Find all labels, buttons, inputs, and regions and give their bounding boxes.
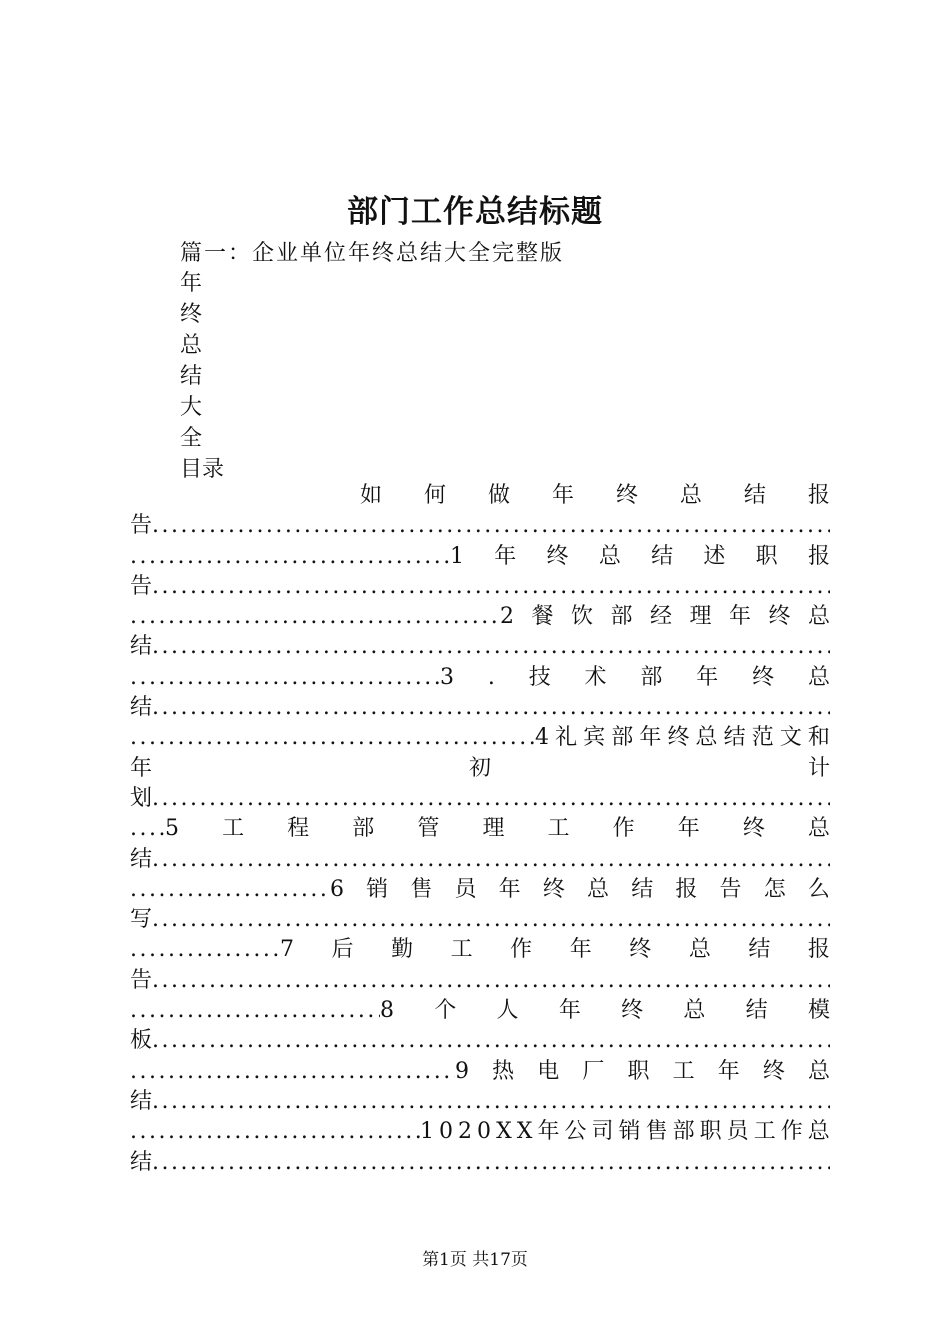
toc-leader-dots <box>152 1026 830 1056</box>
toc-spread-text: 8 个 人 年 终 总 结 模 <box>380 998 830 1024</box>
toc-spread-text: 1 年 终 总 结 述 职 报 <box>450 543 830 569</box>
toc-leader-dots <box>130 663 440 693</box>
toc-leader-dots <box>152 1087 830 1117</box>
subtitle: 篇一：企业单位年终总结大全完整版 <box>180 241 565 266</box>
toc-spread-text: 9 热 电 厂 职 工 年 终 总 <box>455 1058 830 1084</box>
toc-spread-text: 如 何 做 年 终 总 结 报 <box>360 483 830 508</box>
toc-line <box>130 481 830 511</box>
toc-line: 结 ..... <box>130 845 830 875</box>
toc-leader-dots <box>130 542 450 572</box>
page-footer: 第1页 共17页 <box>422 1250 528 1270</box>
toc-line <box>130 935 830 965</box>
toc-line <box>130 1057 830 1087</box>
toc-leader-dots <box>152 966 830 996</box>
toc-line: 告 ..... <box>130 572 830 602</box>
toc-leader-dots <box>130 602 500 632</box>
toc-line <box>130 663 830 693</box>
toc-spread-text: 4 礼 宾 部 年 终 总 结 范 文 和 <box>535 725 830 751</box>
vertical-char: 全 <box>180 426 203 451</box>
toc-leader-dots <box>130 723 535 753</box>
toc-spread-text: 6 销 售 员 年 终 总 结 报 告 怎 么 <box>330 876 830 902</box>
toc-leader-dots <box>152 905 830 935</box>
toc-leader-dots <box>152 511 830 541</box>
table-of-contents <box>130 481 830 1178</box>
toc-line <box>130 996 830 1026</box>
toc-spread-text: 1 0 2 0 X X 年 公 司 销 售 部 职 员 工 作 总 <box>420 1119 830 1145</box>
toc-leader-dots <box>130 1117 420 1147</box>
toc-leader-dots <box>130 814 165 844</box>
toc-leader-dots <box>130 935 280 965</box>
toc-line: 告 ..... <box>130 511 830 541</box>
toc-leader-dots <box>152 632 830 662</box>
toc-line: 结 ..... <box>130 1087 830 1117</box>
vertical-char: 结 <box>180 364 203 389</box>
toc-line: 写 ..... <box>130 905 830 935</box>
toc-line: 结 ..... <box>130 693 830 723</box>
toc-line <box>130 814 830 844</box>
toc-leader-dots <box>152 784 830 814</box>
toc-line: 结 ..... <box>130 632 830 662</box>
vertical-char: 年 <box>180 271 203 296</box>
vertical-char: 总 <box>180 333 203 358</box>
toc-leader-dots <box>152 1148 830 1178</box>
toc-line: 板 ..... <box>130 1026 830 1056</box>
toc-line <box>130 542 830 572</box>
toc-line <box>130 723 830 753</box>
toc-spread-text: 5 工 程 部 管 理 工 作 年 终 总 <box>165 816 830 842</box>
toc-leader-dots <box>152 693 830 723</box>
vertical-char: 终 <box>180 302 203 327</box>
toc-line <box>130 875 830 905</box>
toc-leader-dots <box>130 875 330 905</box>
toc-line: 告 ..... <box>130 966 830 996</box>
toc-spread-text: 7 后 勤 工 作 年 终 总 结 报 <box>280 937 830 963</box>
toc-line <box>130 754 830 784</box>
toc-leader-dots <box>130 1057 455 1087</box>
toc-line: 划 ..... <box>130 784 830 814</box>
toc-heading: 目录 <box>180 457 225 482</box>
toc-spread-text: 2 餐 饮 部 经 理 年 终 总 <box>500 604 830 630</box>
toc-line <box>130 602 830 632</box>
vertical-char: 大 <box>180 395 203 420</box>
toc-spread-text: 年 初 计 <box>130 755 830 781</box>
toc-line <box>130 1117 830 1147</box>
toc-leader-dots <box>130 996 380 1026</box>
toc-leader-dots <box>152 845 830 875</box>
toc-leader-dots <box>152 572 830 602</box>
page-title: 部门工作总结标题 <box>347 194 603 230</box>
toc-line: 结 ..... <box>130 1148 830 1178</box>
toc-spread-text: 3 . 技 术 部 年 终 总 <box>440 664 830 690</box>
